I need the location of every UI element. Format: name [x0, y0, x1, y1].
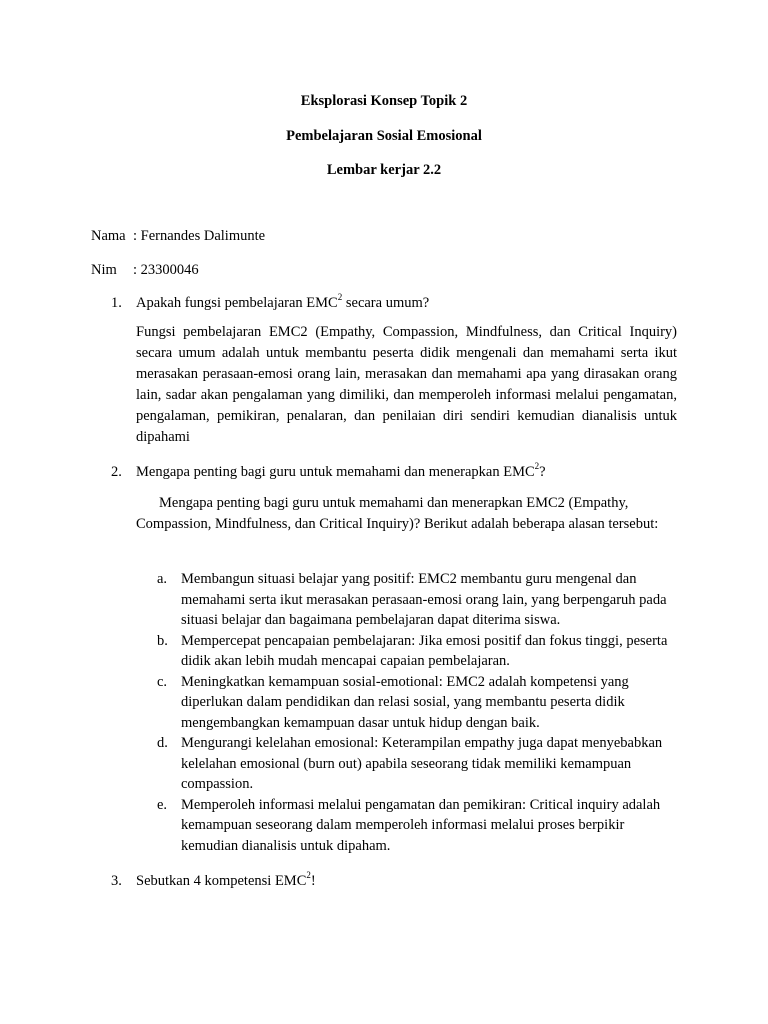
reason-letter: d. [157, 735, 168, 751]
question-2-text-end: ? [539, 464, 546, 480]
question-3-superscript: 2 [306, 870, 311, 880]
document-title: Eksplorasi Konsep Topik 2 [300, 93, 468, 109]
question-2-superscript: 2 [534, 461, 540, 471]
answer-2-intro-text: Mengapa penting bagi guru untuk memahami dan menerapkan EMC2 (Empathy, Compassion, Mindfulness, dan Critical Inquiry)? Berikut adalah beberapa alasan tersebut: [136, 495, 659, 532]
question-1-text-end: secara umum? [342, 295, 430, 311]
question-3-number: 3. [111, 873, 122, 889]
question-1-text [136, 292, 430, 312]
reason-letter: e. [157, 796, 168, 813]
answer-2-intro [136, 493, 677, 535]
reason-item-e [136, 795, 681, 857]
reason-text: Mengurangi kelelahan emosional: Keterampilan empathy juga dapat menyebabkan kelelahan emosional (burn out) apabila seseorang tidak memiliki kemampuan compassion. [181, 735, 663, 792]
nim-value: : 23300046 [133, 262, 199, 278]
question-1-number: 1. [111, 295, 122, 311]
reason-text: Meningkatkan kemampuan sosial-emotional: EMC2 adalah kompetensi yang diperlukan dalam pendidikan dan relasi sosial, yang membantu peserta didik mengembangkan kemampuan dasar untuk hidup dengan baik. [181, 673, 629, 731]
question-1-superscript: 2 [337, 292, 343, 302]
reason-item-d [136, 733, 681, 795]
question-3-text-end: ! [310, 873, 316, 889]
nim-label: Nim [91, 262, 117, 278]
reasons-list [136, 569, 681, 856]
question-2-text [136, 461, 546, 481]
reason-text: Membangun situasi belajar yang positif: EMC2 membantu guru mengenal dan memahami serta ikut merasakan perasaan-emosi orang lain, yang berpengaruh pada situasi belajar dan bagaimana pembelajaran dapat diterima siswa. [181, 571, 667, 628]
reason-letter: a. [157, 571, 168, 587]
question-3-text [136, 870, 316, 890]
reason-letter: b. [157, 632, 168, 649]
reason-item-a [136, 569, 681, 631]
question-1-text-start: Apakah fungsi pembelajaran EMC [136, 295, 338, 311]
reason-text: Memperoleh informasi melalui pengamatan dan pemikiran: Critical inquiry adalah kemampuan seseorang dalam memperoleh informasi melalui proses berpikir kemudian dianalisis untuk dipaham. [181, 796, 661, 854]
nim-field [91, 262, 199, 279]
reason-text: Mempercepat pencapaian pembelajaran: Jika emosi positif dan fokus tinggi, peserta didik akan lebih mudah mencapai capaian pembelajaran. [181, 632, 668, 669]
reason-item-b [136, 631, 681, 672]
reason-letter: c. [157, 673, 168, 690]
worksheet-label: Lembar kerjar 2.2 [326, 162, 442, 178]
question-2-number: 2. [111, 464, 122, 480]
question-2-text-start: Mengapa penting bagi guru untuk memahami dan menerapkan EMC [136, 464, 535, 480]
name-label: Nama [91, 228, 126, 244]
question-3-text-start: Sebutkan 4 kompetensi EMC [136, 873, 307, 889]
document-subtitle: Pembelajaran Sosial Emosional [286, 128, 482, 144]
name-value: : Fernandes Dalimunte [133, 228, 266, 244]
answer-1-paragraph: Fungsi pembelajaran EMC2 (Empathy, Compassion, Mindfulness, dan Critical Inquiry) secara umum adalah untuk membantu peserta didik mengenali dan memahami serta ikut merasakan perasaan-emosi orang lain, merasakan dan memahami apa yang dirasakan orang lain, sadar akan pengalaman yang dimiliki, dan memperoleh informasi melalui pengamatan, pengalaman, pemikiran, penalaran, dan penilaian diri sendiri kemudian dianalisis untuk dipahami [136, 324, 677, 445]
name-field [91, 228, 265, 245]
reason-item-c [136, 672, 681, 734]
